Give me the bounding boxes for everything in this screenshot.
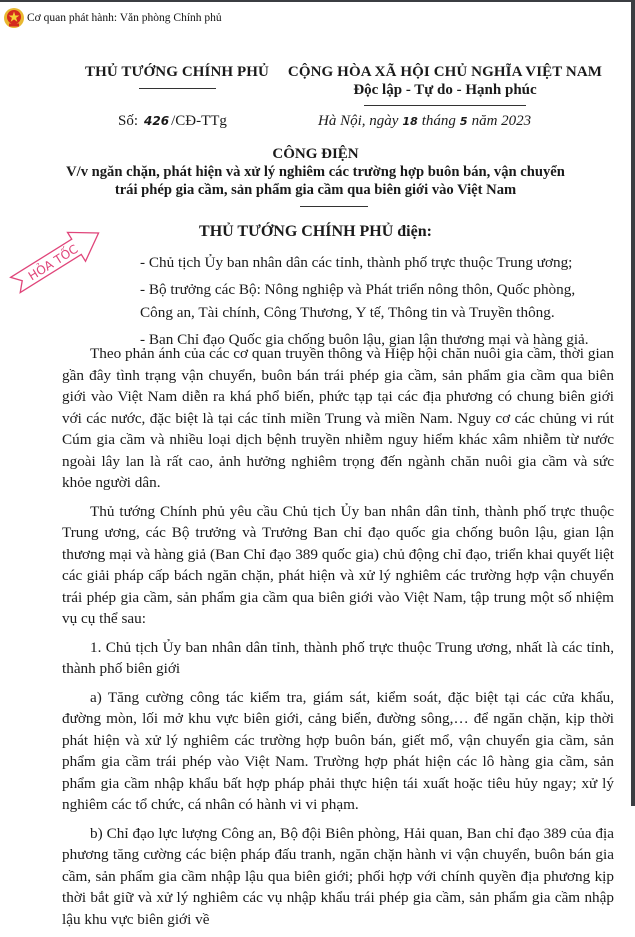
number-suffix: /CĐ-TTg (171, 113, 227, 129)
divider (364, 105, 526, 106)
national-motto: Độc lập - Tự do - Hạnh phúc (353, 82, 537, 98)
window-top-border (0, 0, 635, 2)
date-day: 18 (402, 115, 418, 128)
paragraph: a) Tăng cường công tác kiểm tra, giám sát, kiểm soát, đặc biệt tại các cửa khẩu, đường mòn, lối mở khu vực biên giới, cảng biển, đường sông,… để ngăn chặn, kịp thời phát hiện và xử lý nghiêm các trường hợp buôn bán, giết mổ, vận chuyển gia cầm, sản phẩm gia cầm trái phép vào Việt Nam. Trường hợp phát hiện các lô hàng gia cầm, sản phẩm gia cầm nhập khẩu bất hợp pháp phải thực hiện tái xuất hoặc tiêu hủy ngay; xử lý nghiêm các tổ chức, cá nhân có hành vi vi phạm. (62, 688, 614, 813)
scrollbar-edge (631, 0, 635, 806)
paragraph: b) Chỉ đạo lực lượng Công an, Bộ đội Biên phòng, Hải quan, Ban chỉ đạo 389 của địa phương tăng cường các biện pháp đấu tranh, ngăn chặn hành vi vận chuyển, buôn bán gia cầm, sản phẩm gia cầm nhập lậu qua biên giới; phối hợp với chính quyền địa phương kịp thời bắt giữ và xử lý nghiêm các vụ nhập khẩu trái phép gia cầm, sản phẩm gia cầm nhập lậu khu vực biên giới về (62, 824, 614, 928)
document-body (62, 343, 614, 937)
document-number (118, 113, 227, 130)
national-title-block (270, 64, 620, 106)
divider (300, 206, 368, 207)
paragraph: 1. Chủ tịch Ủy ban nhân dân tỉnh, thành phố trực thuộc Trung ương, nhất là các tỉnh, thành phố biên giới (62, 638, 614, 677)
issuing-authority (62, 64, 292, 89)
date-month: 5 (459, 115, 468, 128)
date-year: năm 2023 (471, 113, 532, 129)
document-date (318, 113, 531, 130)
recipient-list (140, 251, 610, 355)
date-month-label: tháng (421, 113, 456, 129)
issuer-label: Cơ quan phát hành: Văn phòng Chính phủ (27, 12, 222, 24)
subject-line: trái phép gia cầm, sản phẩm gia cầm qua biên giới vào Việt Nam (114, 182, 517, 198)
document-type: CÔNG ĐIỆN (272, 146, 359, 162)
recipient-item: - Chủ tịch Ủy ban nhân dân các tỉnh, thành phố trực thuộc Trung ương; (140, 254, 573, 271)
paragraph: Thủ tướng Chính phủ yêu cầu Chủ tịch Ủy ban nhân dân tỉnh, thành phố trực thuộc Trung ương, các Bộ trưởng và Trưởng Ban chỉ đạo quốc gia chống buôn lậu, gian lận thương mại và hàng giả (Ban Chỉ đạo 389 quốc gia) chủ động chỉ đạo, triển khai quyết liệt các giải pháp cấp bách ngăn chặn, phát hiện và xử lý nghiêm các trường hợp vận chuyển trái phép gia cầm, sản phẩm gia cầm qua biên giới vào Việt Nam, tập trung một số nhiệm vụ cụ thể sau: (62, 502, 614, 627)
authority-title: THỦ TƯỚNG CHÍNH PHỦ (85, 64, 269, 80)
national-title: CỘNG HÒA XÃ HỘI CHỦ NGHĨA VIỆT NAM (287, 64, 603, 80)
addressee-heading: THỦ TƯỚNG CHÍNH PHỦ điện: (199, 223, 432, 240)
number-prefix: Số: (118, 113, 139, 129)
paragraph: Theo phản ánh của các cơ quan truyền thông và Hiệp hội chăn nuôi gia cầm, thời gian gần đây tình trạng vận chuyển, buôn bán trái phép gia cầm, sản phẩm gia cầm qua biên giới vào Việt Nam diễn ra khá phổ biến, phức tạp tại các địa phương có chung biên giới với các nước, đặc biệt là tại các tỉnh miền Trung và miền Nam. Nguy cơ các chủng vi rút Cúm gia cầm và nhiều loại dịch bệnh truyền nhiễm nguy hiểm khác xâm nhiễm từ nước ngoài lây lan là rất cao, ảnh hưởng nghiêm trọng đến ngành chăn nuôi gia cầm và sức khỏe người dân. (62, 345, 614, 491)
document-subject (0, 163, 631, 199)
date-prefix: Hà Nội, ngày (318, 113, 399, 129)
number-handwritten: 426 (144, 114, 170, 128)
divider (139, 88, 216, 89)
recipient-item: - Ban Chỉ đạo Quốc gia chống buôn lậu, gian lận thương mại và hàng giả. (140, 331, 589, 348)
stamp-text: HỎA TỐC (25, 241, 81, 284)
national-emblem-icon (3, 7, 25, 29)
subject-line: V/v ngăn chặn, phát hiện và xử lý nghiêm các trường hợp buôn bán, vận chuyển (66, 164, 565, 180)
issuer-bar (3, 4, 222, 32)
recipient-item: - Bộ trưởng các Bộ: Nông nghiệp và Phát triển nông thôn, Quốc phòng, Công an, Tài chính, Công Thương, Y tế, Thông tin và Truyền thông. (140, 281, 576, 321)
